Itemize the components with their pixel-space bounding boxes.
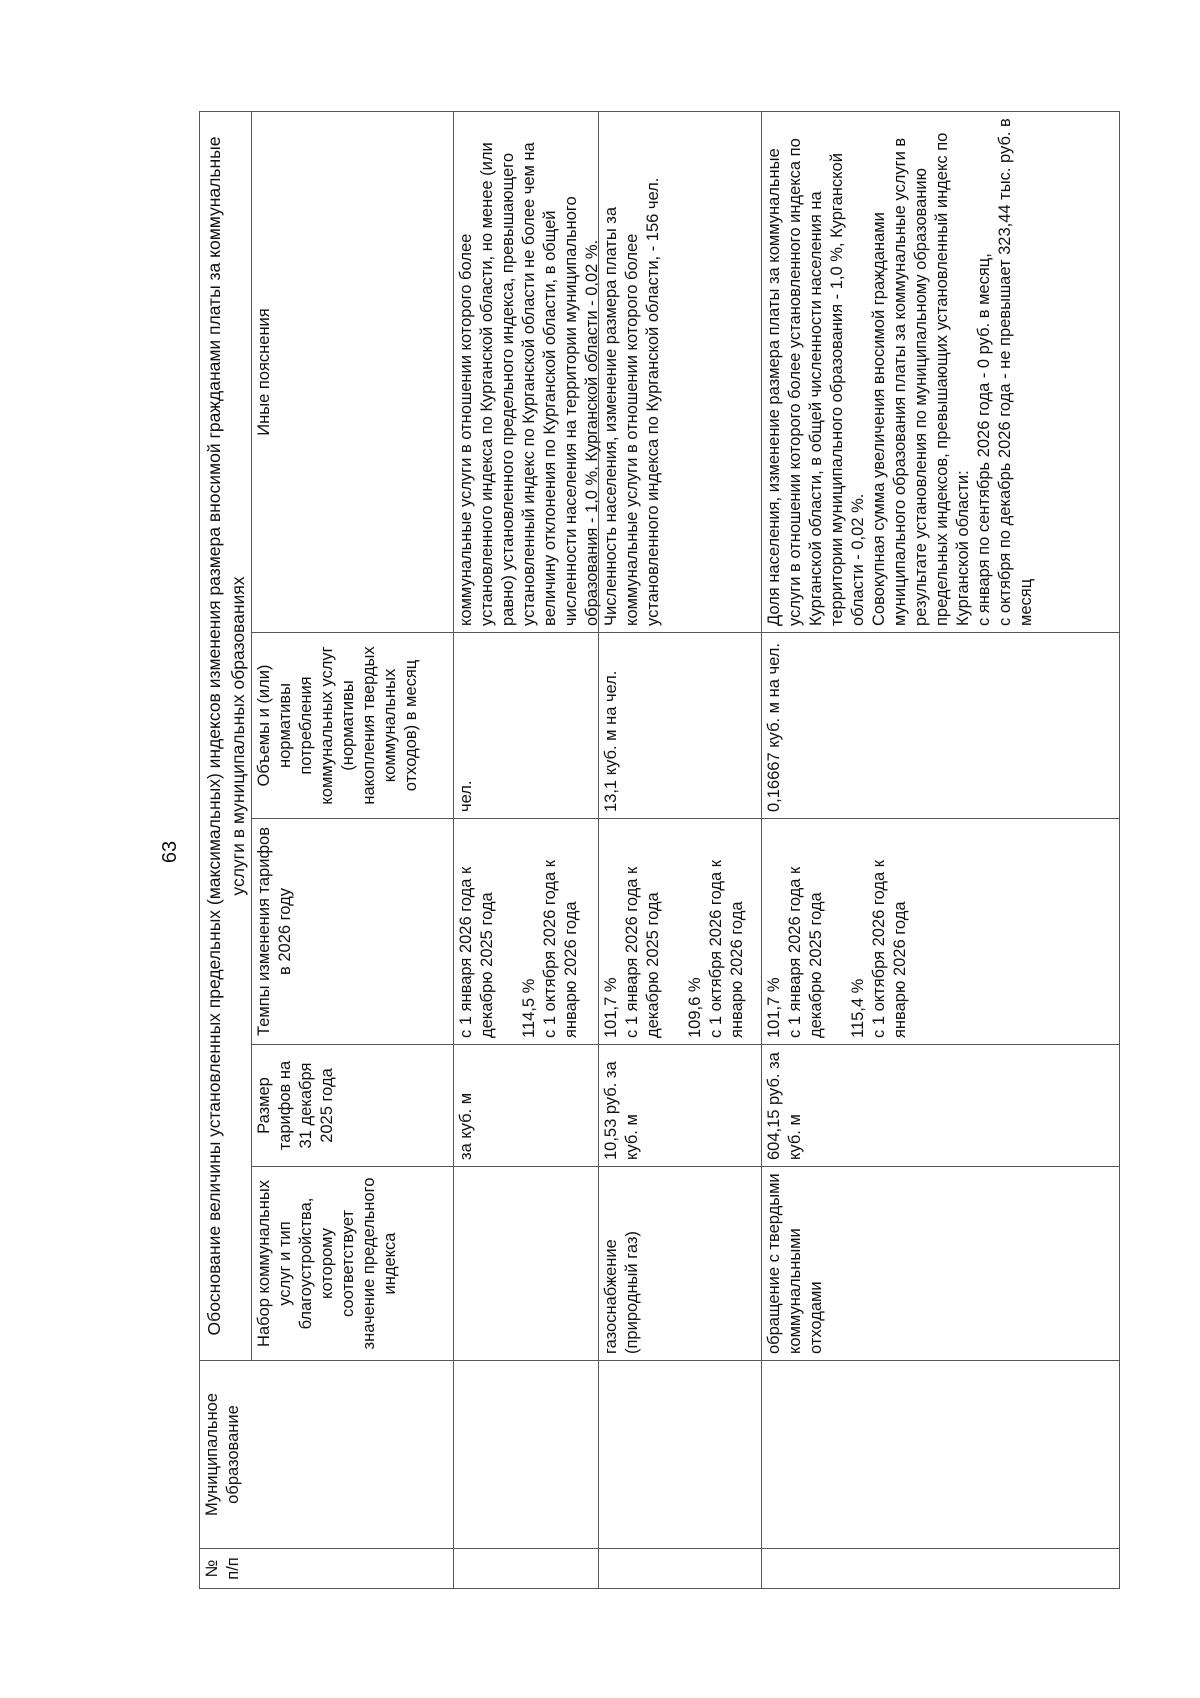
cell-tariff: 10,53 руб. за куб. м: [598, 1045, 761, 1167]
cell-no: [453, 1549, 598, 1589]
table-title: Обоснование величины установленных предельных (максимальных) индексов изменения размера вносимой гражданами платы за коммунальные услуги в муниципальных образованиях: [199, 111, 251, 1361]
note-paragraph: Совокупная сумма увеличения вносимой гражданами муниципального образования платы за коммунальные услуги в результате установления по муниципальному образованию предельных индексов, превышающих установленный индекс по Курганской области:: [870, 132, 972, 626]
rate-a-text: с 1 января 2026 года к декабрю 2025 года: [457, 866, 496, 1038]
cell-municipality: [453, 1361, 598, 1549]
cell-tariff: 604,15 руб. за куб. м: [761, 1045, 1120, 1167]
rate-b-text: с 1 октября 2026 года к январю 2026 года: [870, 860, 909, 1038]
page-number: 63: [159, 840, 181, 864]
cell-note: коммунальные услуги в отношении которого более установленного индекса по Курганской области, но менее (или равно) установленного предельного индекса, превышающего установленный индекс по Курганской области не более чем на величину отклонения по Курганской области, в общей численности населения на территории муниципального образования - 1,0 %, Курганской области - 0,02 %.: [453, 111, 598, 633]
header-right-group: [199, 111, 453, 1361]
cell-note: [761, 111, 1120, 633]
header-tariff: Размер тарифов на 31 декабря 2025 года: [251, 1045, 453, 1167]
cell-note: Численность населения, изменение размера платы за коммунальные услуги в отношении которого более установленного индекса по Курганской области, - 156 чел.: [598, 111, 761, 633]
rate-b-text: с 1 октября 2026 года к январю 2026 года: [541, 860, 580, 1038]
rate-b-pct: 115,4 %: [849, 978, 867, 1038]
rate-b-text: с 1 октября 2026 года к январю 2026 года: [707, 860, 746, 1038]
header-rates: Темпы изменения тарифов в 2026 году: [251, 819, 453, 1045]
rate-a-text: с 1 января 2026 года к декабрю 2025 года: [623, 866, 662, 1038]
rate-b-pct: 114,5 %: [520, 978, 538, 1038]
note-paragraph: с октября по декабрь 2026 года - не превышает 323,44 тыс. руб. в месяц: [996, 118, 1035, 626]
cell-municipality: [598, 1361, 761, 1549]
cell-volume: 13,1 куб. м на чел.: [598, 633, 761, 819]
cell-rates: [761, 819, 1120, 1045]
header-notes: Иные пояснения: [251, 111, 453, 633]
cell-service: газоснабжение (природный газ): [598, 1167, 761, 1361]
note-paragraph: Доля населения, изменение размера платы за коммунальные услуги в отношении которого более установленного индекса по Курганской области, в общей численности населения на территории муниципального образования - 1,0 %, Курганской области - 0,02 %.: [765, 138, 867, 626]
header-no: № п/п: [199, 1549, 453, 1589]
table-header: [199, 111, 453, 1589]
table-row: [761, 111, 1120, 1589]
header-service-set: Набор коммунальных услуг и тип благоустройства, которому соответствует значение предельного индекса: [251, 1167, 453, 1361]
table-row: [598, 111, 761, 1589]
cell-volume: 0,16667 куб. м на чел.: [761, 633, 1120, 819]
header-municipality: Муниципальное образование: [199, 1361, 453, 1549]
cell-service: обращение с твердыми коммунальными отходами: [761, 1167, 1120, 1361]
cell-tariff: за куб. м: [453, 1045, 598, 1167]
cell-rates: [598, 819, 761, 1045]
cell-volume: чел.: [453, 633, 598, 819]
rate-b-pct: 109,6 %: [686, 977, 704, 1038]
cell-service: [453, 1167, 598, 1361]
cell-municipality: [761, 1361, 1120, 1549]
index-justification-table: [199, 111, 1120, 1589]
cell-no: [761, 1549, 1120, 1589]
rate-a-pct: 101,7 %: [602, 977, 620, 1038]
rate-a-text: с 1 января 2026 года к декабрю 2025 года: [786, 866, 825, 1038]
note-paragraph: с января по сентябрь 2026 года - 0 руб. в месяц,: [975, 253, 993, 626]
cell-rates: [453, 819, 598, 1045]
cell-no: [598, 1549, 761, 1589]
rate-a-pct: 101,7 %: [765, 977, 783, 1038]
table-row: [453, 111, 601, 1589]
header-volumes: Объемы и (или) нормативы потребления коммунальных услуг (нормативы накопления твердых коммунальных отходов) в месяц: [251, 633, 453, 819]
